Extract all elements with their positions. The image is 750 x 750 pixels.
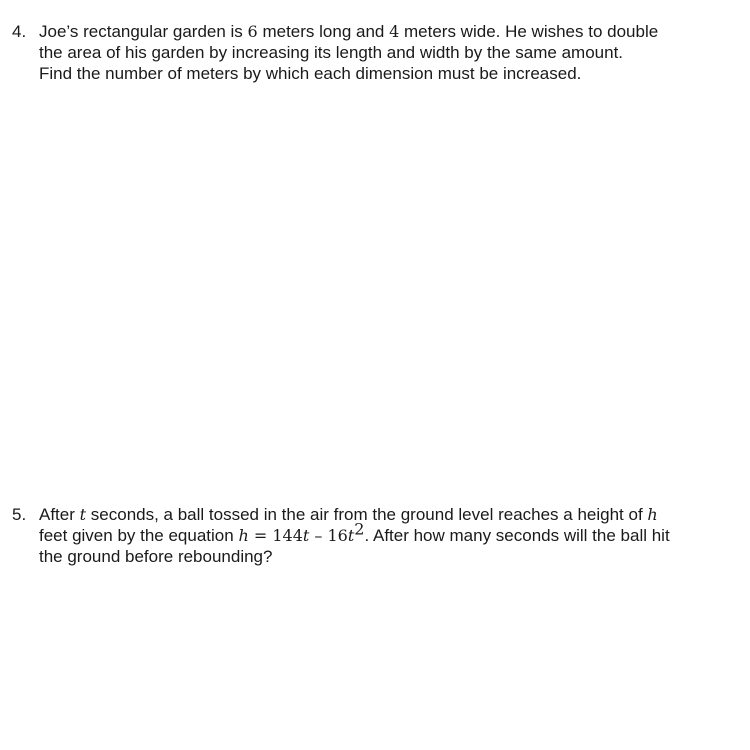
problem-5 (12, 504, 732, 567)
math-variable: h (647, 505, 658, 524)
math-number: 4 (389, 22, 400, 41)
math-exponent: 2 (354, 519, 365, 539)
problem-line (39, 21, 732, 42)
problem-text (39, 21, 732, 84)
problem-line (39, 504, 732, 525)
math-variable: t (79, 505, 87, 524)
problem-text (39, 504, 732, 567)
text-run: seconds, a ball tossed in the air from the ground level reaches a height of (86, 505, 648, 524)
problem-line (39, 519, 732, 546)
math-operator: – (309, 526, 328, 545)
math-variable: h (238, 526, 249, 545)
math-variable: t (302, 526, 310, 545)
problem-line: the area of his garden by increasing its length and width by the same amount. (39, 43, 624, 62)
text-run: meters wide. He wishes to double (399, 22, 659, 41)
math-number: 16 (327, 526, 348, 545)
math-variable: t (347, 526, 355, 545)
text-run: feet given by the equation (39, 526, 239, 545)
problem-number: 4. (12, 22, 27, 41)
problem-4 (12, 21, 732, 84)
problem-number: 5. (12, 505, 27, 524)
math-number: 6 (247, 22, 258, 41)
problem-line: Find the number of meters by which each dimension must be increased. (39, 64, 582, 83)
math-operator: = (248, 526, 273, 545)
math-number: 144 (272, 526, 303, 545)
text-run: Joe’s rectangular garden is (39, 22, 248, 41)
problem-line: the ground before rebounding? (39, 547, 273, 566)
text-run: After (39, 505, 80, 524)
text-run: . After how many seconds will the ball hit (364, 526, 670, 545)
text-run: meters long and (257, 22, 390, 41)
